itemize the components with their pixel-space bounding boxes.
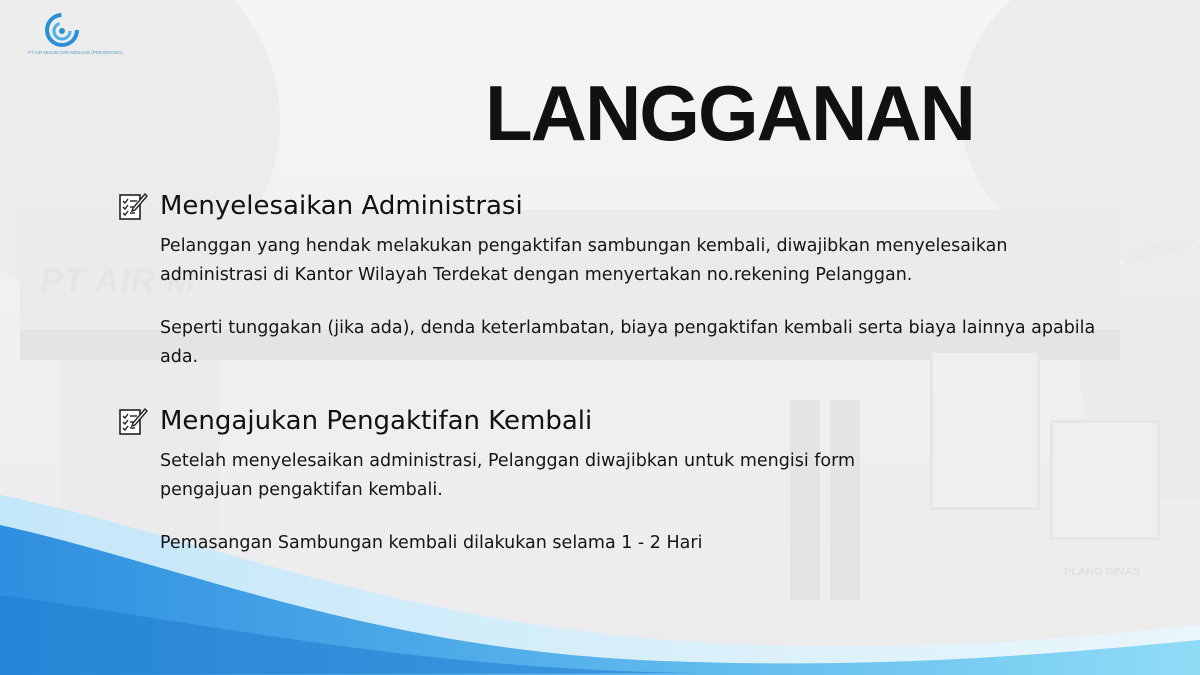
water-swirl-logo-icon [44, 12, 80, 48]
section-paragraph: Pemasangan Sambungan kembali dilakukan selama 1 - 2 Hari [160, 533, 703, 553]
section-administrasi [118, 188, 1118, 372]
section-heading-row [118, 188, 1118, 224]
checklist-pencil-icon [118, 406, 148, 436]
section-paragraph: Setelah menyelesaikan administrasi, Pelanggan diwajibkan untuk mengisi form pengajuan pengaktifan kembali. [160, 451, 856, 500]
section-paragraph: Seperti tunggakan (jika ada), denda keterlambatan, biaya pengaktifan kembali serta biaya lainnya apabila ada. [160, 318, 1096, 367]
section-paragraph: Pelanggan yang hendak melakukan pengaktifan sambungan kembali, diwajibkan menyelesaikan administrasi di Kantor Wilayah Terdekat dengan menyertakan no.rekening Pelanggan. [160, 236, 1008, 285]
company-logo [28, 12, 123, 58]
section-title: Mengajukan Pengaktifan Kembali [160, 406, 593, 436]
logo-tagline: PT AIR MINUM GIRI MENANG (PERSERODA) [28, 50, 123, 55]
section-pengajuan [118, 403, 1118, 558]
section-heading-row [118, 403, 1118, 439]
title-big: LANGGANAN [485, 69, 974, 157]
section-title: Menyelesaikan Administrasi [160, 191, 523, 221]
checklist-pencil-icon [118, 191, 148, 221]
